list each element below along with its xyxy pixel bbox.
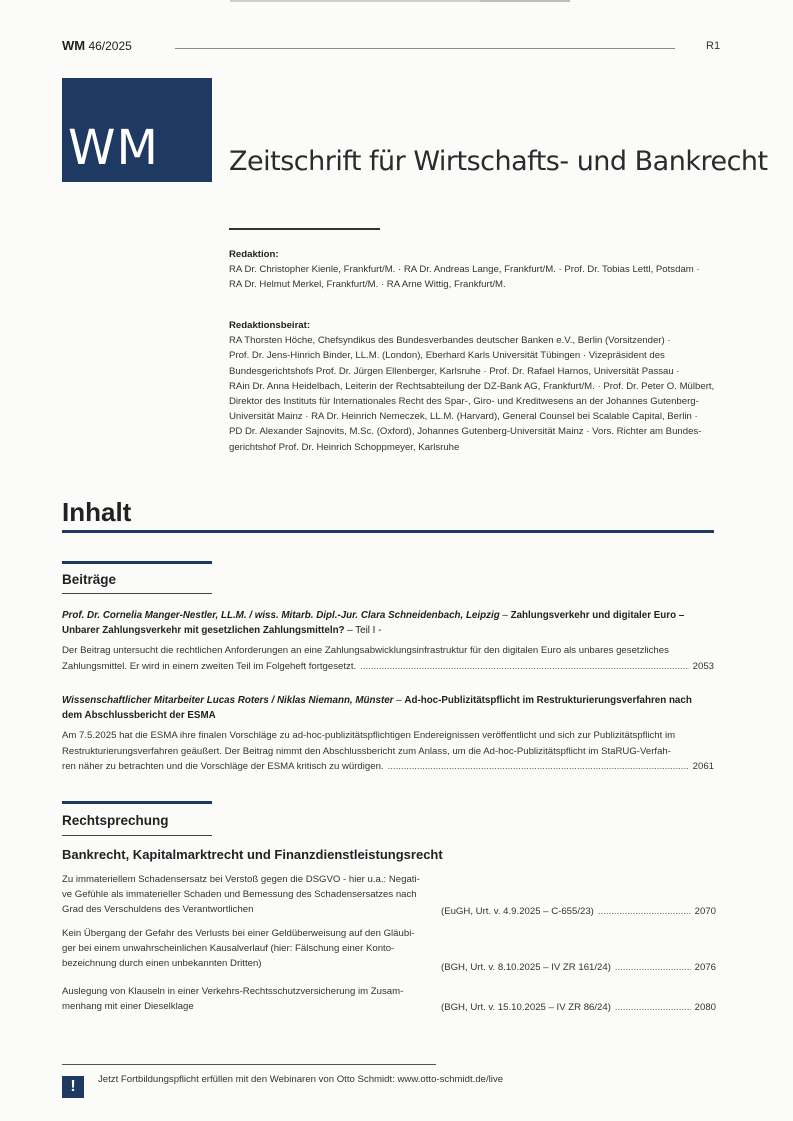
- scan-edge: [480, 0, 570, 2]
- leader-dots: [615, 962, 691, 973]
- logo-text: WM: [68, 120, 159, 176]
- redaktion-heading: Redaktion:: [229, 249, 279, 260]
- abstract-last-line: [62, 759, 714, 775]
- abstract-line: Am 7.5.2025 hat die ESMA ihre finalen Vorschläge zu ad-hoc-publizitätspflichtigen Endereignissen veröffentlicht und sich zur Publizitätspflicht im: [62, 730, 676, 741]
- article-heading[interactable]: [62, 608, 714, 638]
- case-line: Zu immateriellem Schadensersatz bei Verstoß gegen die DSGVO - hier u.a.: Negati-: [62, 874, 420, 885]
- case-summary[interactable]: [62, 872, 432, 918]
- exclamation-icon: !: [62, 1076, 84, 1098]
- leader-dots: [388, 759, 689, 775]
- case-line: Kein Übergang der Gefahr des Verlusts bei einer Geldüberweisung auf den Gläubi-: [62, 928, 415, 939]
- redaktionsbeirat-heading: Redaktionsbeirat:: [229, 320, 311, 331]
- beirat-line: RAin Dr. Anna Heidelbach, Leiterin der Rechtsabteilung der DZ-Bank AG, Frankfurt/M. · Prof. Dr. Peter O. Mülbert,: [229, 380, 715, 392]
- leader-dots: [598, 906, 691, 917]
- article-title-cont: Unbarer Zahlungsverkehr mit gesetzlichen Zahlungsmitteln?: [62, 625, 345, 636]
- beirat-line: RA Thorsten Höche, Chefsyndikus des Bundesverbandes deutscher Banken e.V., Berlin (Vorsitzender) ·: [229, 335, 671, 347]
- article-abstract: [62, 643, 714, 674]
- article-authors: Prof. Dr. Cornelia Manger-Nestler, LL.M. / wiss. Mitarb. Dipl.-Jur. Clara Schneidenbach, Leipzig: [62, 610, 500, 621]
- section-title-beitraege: Beiträge: [62, 572, 117, 587]
- section-bar: [62, 801, 212, 804]
- section-rule: [62, 835, 212, 836]
- leader-dots: [615, 1002, 691, 1013]
- abstract-line: Zahlungsmittel. Er wird in einem zweiten Teil im Folgeheft fortgesetzt.: [62, 660, 357, 672]
- running-header: [62, 38, 132, 53]
- case-reference: [441, 906, 716, 917]
- case-reference: [441, 1002, 716, 1013]
- case-line: bezeichnung durch einen unbekannten Dritten): [62, 958, 262, 970]
- journal-abbr: WM: [62, 38, 86, 53]
- dash: –: [393, 695, 405, 706]
- redaktion-block: [229, 247, 729, 293]
- beirat-line: Direktor des Instituts für Internationales Recht des Spar-, Giro- und Kreditwesens an der Johannes Gutenberg-: [229, 396, 699, 408]
- footer-rule: [62, 1064, 436, 1065]
- journal-logo: [62, 78, 212, 182]
- abstract-line: Restrukturierungsverfahren geäußert. Der Beitrag nimmt den Abschlussbericht zum Anlass, um die Ad-hoc-Publizitätspflicht im StaRUG-Verfah-: [62, 745, 671, 757]
- section-rule: [62, 593, 212, 594]
- section-title-rechtsprechung: Rechtsprechung: [62, 813, 169, 828]
- contents-heading: Inhalt: [62, 497, 132, 527]
- case-line: ve Gefühle als immaterieller Schaden und Bemessung des Schadensersatzes nach: [62, 889, 417, 901]
- dash: –: [499, 610, 511, 621]
- case-citation: (BGH, Urt. v. 15.10.2025 – IV ZR 86/24): [441, 1002, 611, 1013]
- header-rule: [175, 48, 675, 49]
- article-heading[interactable]: [62, 693, 714, 723]
- case-line: Grad des Verschuldens des Verantwortlichen: [62, 904, 254, 916]
- article-title-cont: dem Abschlussbericht der ESMA: [62, 710, 216, 721]
- abstract-line: ren näher zu betrachten und die Vorschläge der ESMA kritisch zu würdigen.: [62, 761, 384, 772]
- article-title: Ad-hoc-Publizitätspflicht im Restrukturierungsverfahren nach: [404, 695, 692, 706]
- beirat-line: Prof. Dr. Jens-Hinrich Binder, LL.M. (London), Eberhard Karls Universität Tübingen · Vizepräsident des: [229, 350, 665, 362]
- subsection-title: Bankrecht, Kapitalmarktrecht und Finanzdienstleistungsrecht: [62, 847, 443, 862]
- section-bar: [62, 561, 212, 564]
- article-abstract: [62, 728, 714, 775]
- article-suffix: – Teil I -: [344, 625, 382, 636]
- beirat-line: Bundesgerichtshofs Prof. Dr. Jürgen Ellenberger, Karlsruhe · Prof. Dr. Rafael Harnos, Universität Passau ·: [229, 365, 680, 377]
- abstract-line: Der Beitrag untersucht die rechtlichen Anforderungen an eine Zahlungsabwicklungsinfrastruktur für den digitalen Euro als unbares gesetzliches: [62, 645, 669, 656]
- redaktionsbeirat-block: [229, 318, 729, 455]
- case-summary[interactable]: [62, 926, 432, 972]
- case-citation: (BGH, Urt. v. 8.10.2025 – IV ZR 161/24): [441, 962, 611, 973]
- case-summary[interactable]: [62, 984, 432, 1014]
- journal-title: Zeitschrift für Wirtschafts- und Bankrecht: [229, 146, 768, 177]
- beirat-line: PD Dr. Alexander Sajnovits, M.Sc. (Oxford), Johannes Gutenberg-Universität Mainz · Vors. Richter am Bundes-: [229, 426, 702, 438]
- title-rule: [229, 228, 380, 230]
- case-page: 2076: [694, 962, 716, 973]
- article-title: Zahlungsverkehr und digitaler Euro –: [510, 610, 685, 621]
- contents-rule: [62, 530, 714, 533]
- case-citation: (EuGH, Urt. v. 4.9.2025 – C-655/23): [441, 906, 594, 917]
- article-authors: Wissenschaftlicher Mitarbeiter Lucas Roters / Niklas Niemann, Münster: [62, 695, 394, 706]
- article-page: 2061: [692, 761, 714, 772]
- case-reference: [441, 962, 716, 973]
- case-line: menhang mit einer Dieselklage: [62, 1001, 194, 1013]
- footer-notice: Jetzt Fortbildungspflicht erfüllen mit den Webinaren von Otto Schmidt: www.otto-schmidt.de/live: [98, 1074, 504, 1085]
- leader-dots: [360, 659, 689, 675]
- redaktion-line: RA Dr. Helmut Merkel, Frankfurt/M. · RA Arne Wittig, Frankfurt/M.: [229, 279, 506, 291]
- case-line: ger bei einem unwahrscheinlichen Kausalverlauf (hier: Fälschung einer Konto-: [62, 943, 395, 955]
- issue-number: 46/2025: [88, 39, 132, 53]
- redaktion-line: RA Dr. Christopher Kienle, Frankfurt/M. · RA Dr. Andreas Lange, Frankfurt/M. · Prof. Dr. Tobias Lettl, Potsdam ·: [229, 264, 700, 276]
- case-page: 2080: [694, 1002, 716, 1013]
- beirat-line: Universität Mainz · RA Dr. Heinrich Nemeczek, LL.M. (Harvard), General Counsel bei Scalable Capital, Berlin ·: [229, 411, 698, 423]
- article-page: 2053: [692, 660, 714, 672]
- abstract-last-line: [62, 659, 714, 675]
- page-number: R1: [706, 40, 721, 52]
- beirat-line: gerichtshof Prof. Dr. Heinrich Schoppmeyer, Karlsruhe: [229, 441, 460, 453]
- case-page: 2070: [694, 906, 716, 917]
- case-line: Auslegung von Klauseln in einer Verkehrs-Rechtsschutzversicherung im Zusam-: [62, 986, 404, 997]
